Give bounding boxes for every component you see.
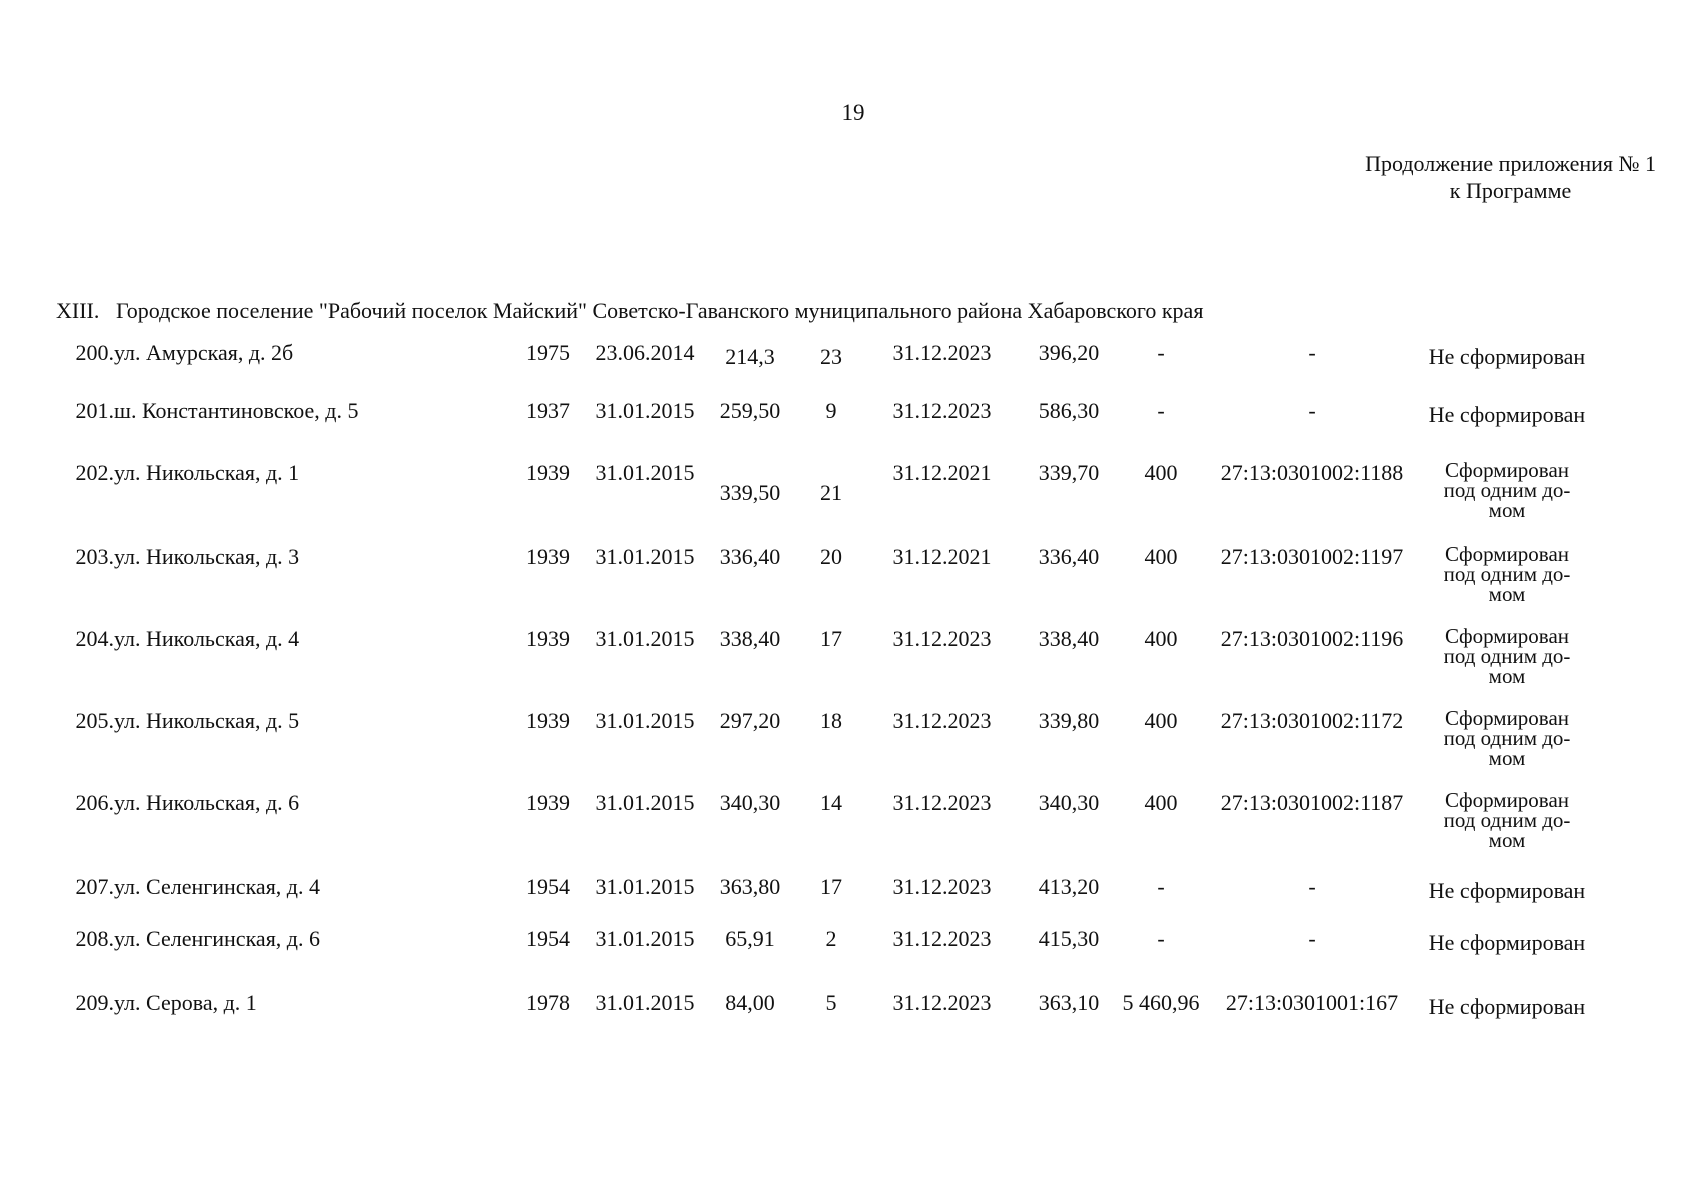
row-number [48, 990, 114, 1050]
row-cadastral-text: 27:13:0301002:1196 [1220, 626, 1404, 651]
row-area [700, 874, 800, 926]
row-date-text: 31.01.2015 [595, 626, 695, 651]
row-cadastral-text: - [1308, 340, 1316, 365]
row-area-text: 338,40 [719, 626, 781, 651]
row-year [506, 340, 590, 398]
row-total-area [1022, 790, 1116, 874]
row-status-line: мом [1488, 828, 1526, 852]
row-area-text: 214,3 [725, 344, 775, 369]
row-year-text: 1954 [526, 874, 570, 899]
table-row [48, 926, 1596, 990]
row-land-area [1116, 340, 1206, 398]
row-area [700, 544, 800, 626]
row-plan-date-text: 31.12.2023 [892, 708, 992, 733]
row-total-area-text: 586,30 [1038, 398, 1100, 423]
row-address-text: ул. Никольская, д. 6 [114, 790, 300, 815]
row-cadastral [1206, 990, 1418, 1050]
row-address [114, 626, 506, 708]
row-count-text: 18 [820, 708, 842, 733]
row-status-line: Не сформирован [1428, 344, 1586, 369]
row-area [700, 340, 800, 398]
row-count [800, 790, 862, 874]
row-number [48, 398, 114, 460]
appendix-line-2: к Программе [1449, 178, 1572, 203]
row-date [590, 926, 700, 990]
row-address [114, 340, 506, 398]
row-cadastral-text: 27:13:0301001:167 [1225, 990, 1399, 1015]
row-total-area [1022, 990, 1116, 1050]
row-status [1418, 708, 1596, 790]
row-status-text [1444, 626, 1571, 686]
row-year [506, 398, 590, 460]
row-year-text: 1954 [526, 926, 570, 951]
row-date [590, 708, 700, 790]
row-status-text [1429, 402, 1585, 428]
row-cadastral-text: 27:13:0301002:1187 [1220, 790, 1404, 815]
row-plan-date [862, 874, 1022, 926]
appendix-caption [1365, 150, 1656, 204]
appendix-line-1: Продолжение приложения № 1 [1365, 151, 1656, 176]
row-status [1418, 460, 1596, 544]
row-cadastral [1206, 926, 1418, 990]
row-number [48, 544, 114, 626]
row-status-line: мом [1488, 746, 1526, 770]
row-land-area-text: 400 [1144, 708, 1178, 733]
row-number-text: 208. [75, 926, 114, 951]
row-area-text: 339,50 [719, 480, 781, 505]
row-cadastral [1206, 460, 1418, 544]
row-plan-date-text: 31.12.2023 [892, 926, 992, 951]
row-date [590, 544, 700, 626]
row-status-line: под одним до- [1443, 726, 1571, 750]
row-status-line: Не сформирован [1428, 402, 1586, 427]
row-number-text: 202. [75, 460, 114, 485]
row-year [506, 626, 590, 708]
row-land-area [1116, 460, 1206, 544]
row-year-text: 1939 [526, 626, 570, 651]
table-row [48, 398, 1596, 460]
row-area [700, 926, 800, 990]
row-total-area-text: 413,20 [1038, 874, 1100, 899]
row-status-line: мом [1488, 664, 1526, 688]
row-date-text: 31.01.2015 [595, 398, 695, 423]
row-address-text: ул. Селенгинская, д. 6 [114, 926, 321, 951]
housing-table-body [48, 340, 1596, 1050]
row-count-text: 23 [820, 344, 842, 369]
section-heading [56, 298, 1203, 324]
row-total-area-text: 396,20 [1038, 340, 1100, 365]
row-count [800, 398, 862, 460]
row-date-text: 31.01.2015 [595, 790, 695, 815]
row-cadastral-text: 27:13:0301002:1197 [1220, 544, 1404, 569]
row-status-line: под одним до- [1443, 562, 1571, 586]
row-plan-date-text: 31.12.2023 [892, 990, 992, 1015]
row-land-area-text: - [1157, 874, 1165, 899]
row-status-line: Не сформирован [1428, 930, 1586, 955]
row-cadastral [1206, 544, 1418, 626]
row-status [1418, 544, 1596, 626]
row-area-text: 340,30 [719, 790, 781, 815]
row-plan-date [862, 708, 1022, 790]
row-total-area [1022, 460, 1116, 544]
row-land-area-text: - [1157, 926, 1165, 951]
row-address-text: ул. Селенгинская, д. 4 [114, 874, 321, 899]
row-count-text: 17 [820, 626, 842, 651]
row-date-text: 31.01.2015 [595, 990, 695, 1015]
row-total-area-text: 339,70 [1038, 460, 1100, 485]
row-status-line: Сформирован [1444, 458, 1570, 482]
row-date-text: 23.06.2014 [595, 340, 695, 365]
row-address-text: ул. Никольская, д. 1 [114, 460, 300, 485]
row-plan-date [862, 926, 1022, 990]
row-count [800, 926, 862, 990]
row-year [506, 460, 590, 544]
row-date [590, 398, 700, 460]
row-plan-date-text: 31.12.2021 [892, 544, 992, 569]
row-year [506, 708, 590, 790]
row-status [1418, 340, 1596, 398]
row-total-area [1022, 926, 1116, 990]
row-count [800, 874, 862, 926]
table-row [48, 340, 1596, 398]
row-status [1418, 926, 1596, 990]
row-area [700, 460, 800, 544]
row-land-area-text: 400 [1144, 626, 1178, 651]
row-year-text: 1939 [526, 460, 570, 485]
row-plan-date [862, 340, 1022, 398]
row-plan-date-text: 31.12.2023 [892, 790, 992, 815]
row-area [700, 990, 800, 1050]
row-status [1418, 626, 1596, 708]
table-row [48, 874, 1596, 926]
section-title: Городское поселение "Рабочий поселок Майский" Советско-Гаванского муниципального района Хабаровского края [116, 298, 1204, 323]
row-year-text: 1975 [526, 340, 570, 365]
row-date-text: 31.01.2015 [595, 926, 695, 951]
row-cadastral [1206, 874, 1418, 926]
row-status-text [1444, 790, 1571, 850]
row-status [1418, 874, 1596, 926]
row-count-text: 17 [820, 874, 842, 899]
row-count [800, 708, 862, 790]
row-status-line: Сформирован [1444, 788, 1570, 812]
row-area-text: 363,80 [719, 874, 781, 899]
row-total-area [1022, 626, 1116, 708]
row-cadastral-text: - [1308, 926, 1316, 951]
row-cadastral [1206, 626, 1418, 708]
row-plan-date [862, 790, 1022, 874]
row-date [590, 340, 700, 398]
row-number [48, 708, 114, 790]
housing-table [48, 340, 1596, 1050]
row-number [48, 790, 114, 874]
row-status [1418, 790, 1596, 874]
row-area [700, 708, 800, 790]
row-status-text [1429, 994, 1585, 1020]
section-number: XIII. [56, 298, 100, 323]
row-area-text: 84,00 [725, 990, 775, 1015]
row-plan-date-text: 31.12.2023 [892, 340, 992, 365]
row-land-area-text: 400 [1144, 790, 1178, 815]
row-address [114, 926, 506, 990]
row-date-text: 31.01.2015 [595, 544, 695, 569]
row-status-text [1429, 930, 1585, 956]
row-status-line: мом [1488, 498, 1526, 522]
row-status-line: мом [1488, 582, 1526, 606]
row-total-area-text: 336,40 [1038, 544, 1100, 569]
row-year [506, 926, 590, 990]
row-cadastral [1206, 790, 1418, 874]
row-land-area [1116, 708, 1206, 790]
row-year-text: 1939 [526, 790, 570, 815]
table-row [48, 626, 1596, 708]
row-area-text: 259,50 [719, 398, 781, 423]
row-land-area [1116, 790, 1206, 874]
row-land-area [1116, 544, 1206, 626]
row-address-text: ул. Никольская, д. 5 [114, 708, 300, 733]
row-address-text: ул. Никольская, д. 4 [114, 626, 300, 651]
row-count-text: 9 [825, 398, 837, 423]
row-plan-date-text: 31.12.2023 [892, 874, 992, 899]
row-address [114, 398, 506, 460]
row-date [590, 874, 700, 926]
row-number-text: 207. [75, 874, 114, 899]
row-status-text [1444, 708, 1571, 768]
row-number [48, 340, 114, 398]
row-plan-date-text: 31.12.2021 [892, 460, 992, 485]
row-number-text: 205. [75, 708, 114, 733]
row-count-text: 5 [825, 990, 837, 1015]
row-year-text: 1937 [526, 398, 570, 423]
row-land-area [1116, 398, 1206, 460]
page-number: 19 [841, 100, 865, 125]
row-count-text: 21 [820, 480, 842, 505]
row-count [800, 340, 862, 398]
row-address-text: ул. Амурская, д. 2б [114, 340, 294, 365]
row-total-area-text: 363,10 [1038, 990, 1100, 1015]
row-year [506, 544, 590, 626]
row-area [700, 398, 800, 460]
row-status [1418, 990, 1596, 1050]
row-address-text: ул. Серова, д. 1 [114, 990, 257, 1015]
row-address [114, 460, 506, 544]
row-address-text: ш. Константиновское, д. 5 [114, 398, 359, 423]
row-year-text: 1939 [526, 708, 570, 733]
row-status-text [1429, 344, 1585, 370]
row-total-area [1022, 544, 1116, 626]
row-date [590, 990, 700, 1050]
row-count [800, 990, 862, 1050]
row-year-text: 1939 [526, 544, 570, 569]
row-address [114, 790, 506, 874]
row-address [114, 708, 506, 790]
row-status-line: Не сформирован [1428, 994, 1586, 1019]
row-plan-date [862, 990, 1022, 1050]
row-total-area [1022, 340, 1116, 398]
row-date [590, 790, 700, 874]
row-area-text: 336,40 [719, 544, 781, 569]
row-date-text: 31.01.2015 [595, 708, 695, 733]
row-status-line: под одним до- [1443, 644, 1571, 668]
row-plan-date [862, 398, 1022, 460]
row-number-text: 209. [75, 990, 114, 1015]
row-year [506, 874, 590, 926]
row-status-line: Не сформирован [1428, 878, 1586, 903]
row-count-text: 14 [820, 790, 842, 815]
row-number-text: 203. [75, 544, 114, 569]
row-area [700, 626, 800, 708]
row-number-text: 200. [75, 340, 114, 365]
row-status-text [1444, 544, 1571, 604]
row-status [1418, 398, 1596, 460]
row-status-line: под одним до- [1443, 808, 1571, 832]
row-date-text: 31.01.2015 [595, 460, 695, 485]
row-status-text [1429, 878, 1585, 904]
row-date-text: 31.01.2015 [595, 874, 695, 899]
row-cadastral [1206, 398, 1418, 460]
table-row [48, 990, 1596, 1050]
row-count [800, 460, 862, 544]
row-land-area [1116, 626, 1206, 708]
row-address [114, 990, 506, 1050]
row-plan-date [862, 544, 1022, 626]
row-year [506, 790, 590, 874]
row-land-area [1116, 926, 1206, 990]
row-number [48, 874, 114, 926]
row-number [48, 926, 114, 990]
row-cadastral-text: 27:13:0301002:1172 [1220, 708, 1404, 733]
row-plan-date [862, 460, 1022, 544]
row-count [800, 626, 862, 708]
row-number-text: 204. [75, 626, 114, 651]
row-year [506, 990, 590, 1050]
row-plan-date [862, 626, 1022, 708]
row-land-area-text: 5 460,96 [1122, 990, 1200, 1015]
table-row [48, 790, 1596, 874]
row-land-area-text: 400 [1144, 544, 1178, 569]
row-date [590, 626, 700, 708]
row-total-area-text: 338,40 [1038, 626, 1100, 651]
row-count-text: 20 [820, 544, 842, 569]
row-total-area-text: 415,30 [1038, 926, 1100, 951]
row-total-area [1022, 874, 1116, 926]
row-address [114, 874, 506, 926]
row-number [48, 460, 114, 544]
row-cadastral [1206, 340, 1418, 398]
row-cadastral-text: - [1308, 398, 1316, 423]
table-row [48, 460, 1596, 544]
table-row [48, 544, 1596, 626]
row-number-text: 201. [75, 398, 114, 423]
table-row [48, 708, 1596, 790]
row-land-area [1116, 874, 1206, 926]
row-total-area-text: 340,30 [1038, 790, 1100, 815]
row-plan-date-text: 31.12.2023 [892, 398, 992, 423]
row-cadastral-text: 27:13:0301002:1188 [1220, 460, 1404, 485]
row-cadastral [1206, 708, 1418, 790]
row-status-text [1444, 460, 1571, 520]
row-area-text: 297,20 [719, 708, 781, 733]
row-plan-date-text: 31.12.2023 [892, 626, 992, 651]
row-land-area [1116, 990, 1206, 1050]
row-date [590, 460, 700, 544]
row-total-area [1022, 398, 1116, 460]
row-address [114, 544, 506, 626]
row-number-text: 206. [75, 790, 114, 815]
row-land-area-text: - [1157, 340, 1165, 365]
row-total-area [1022, 708, 1116, 790]
row-status-line: Сформирован [1444, 542, 1570, 566]
row-land-area-text: 400 [1144, 460, 1178, 485]
row-area-text: 65,91 [725, 926, 775, 951]
row-land-area-text: - [1157, 398, 1165, 423]
row-status-line: Сформирован [1444, 706, 1570, 730]
row-total-area-text: 339,80 [1038, 708, 1100, 733]
row-count-text: 2 [825, 926, 837, 951]
row-cadastral-text: - [1308, 874, 1316, 899]
row-number [48, 626, 114, 708]
row-address-text: ул. Никольская, д. 3 [114, 544, 300, 569]
row-year-text: 1978 [526, 990, 570, 1015]
row-status-line: Сформирован [1444, 624, 1570, 648]
row-status-line: под одним до- [1443, 478, 1571, 502]
row-area [700, 790, 800, 874]
row-count [800, 544, 862, 626]
